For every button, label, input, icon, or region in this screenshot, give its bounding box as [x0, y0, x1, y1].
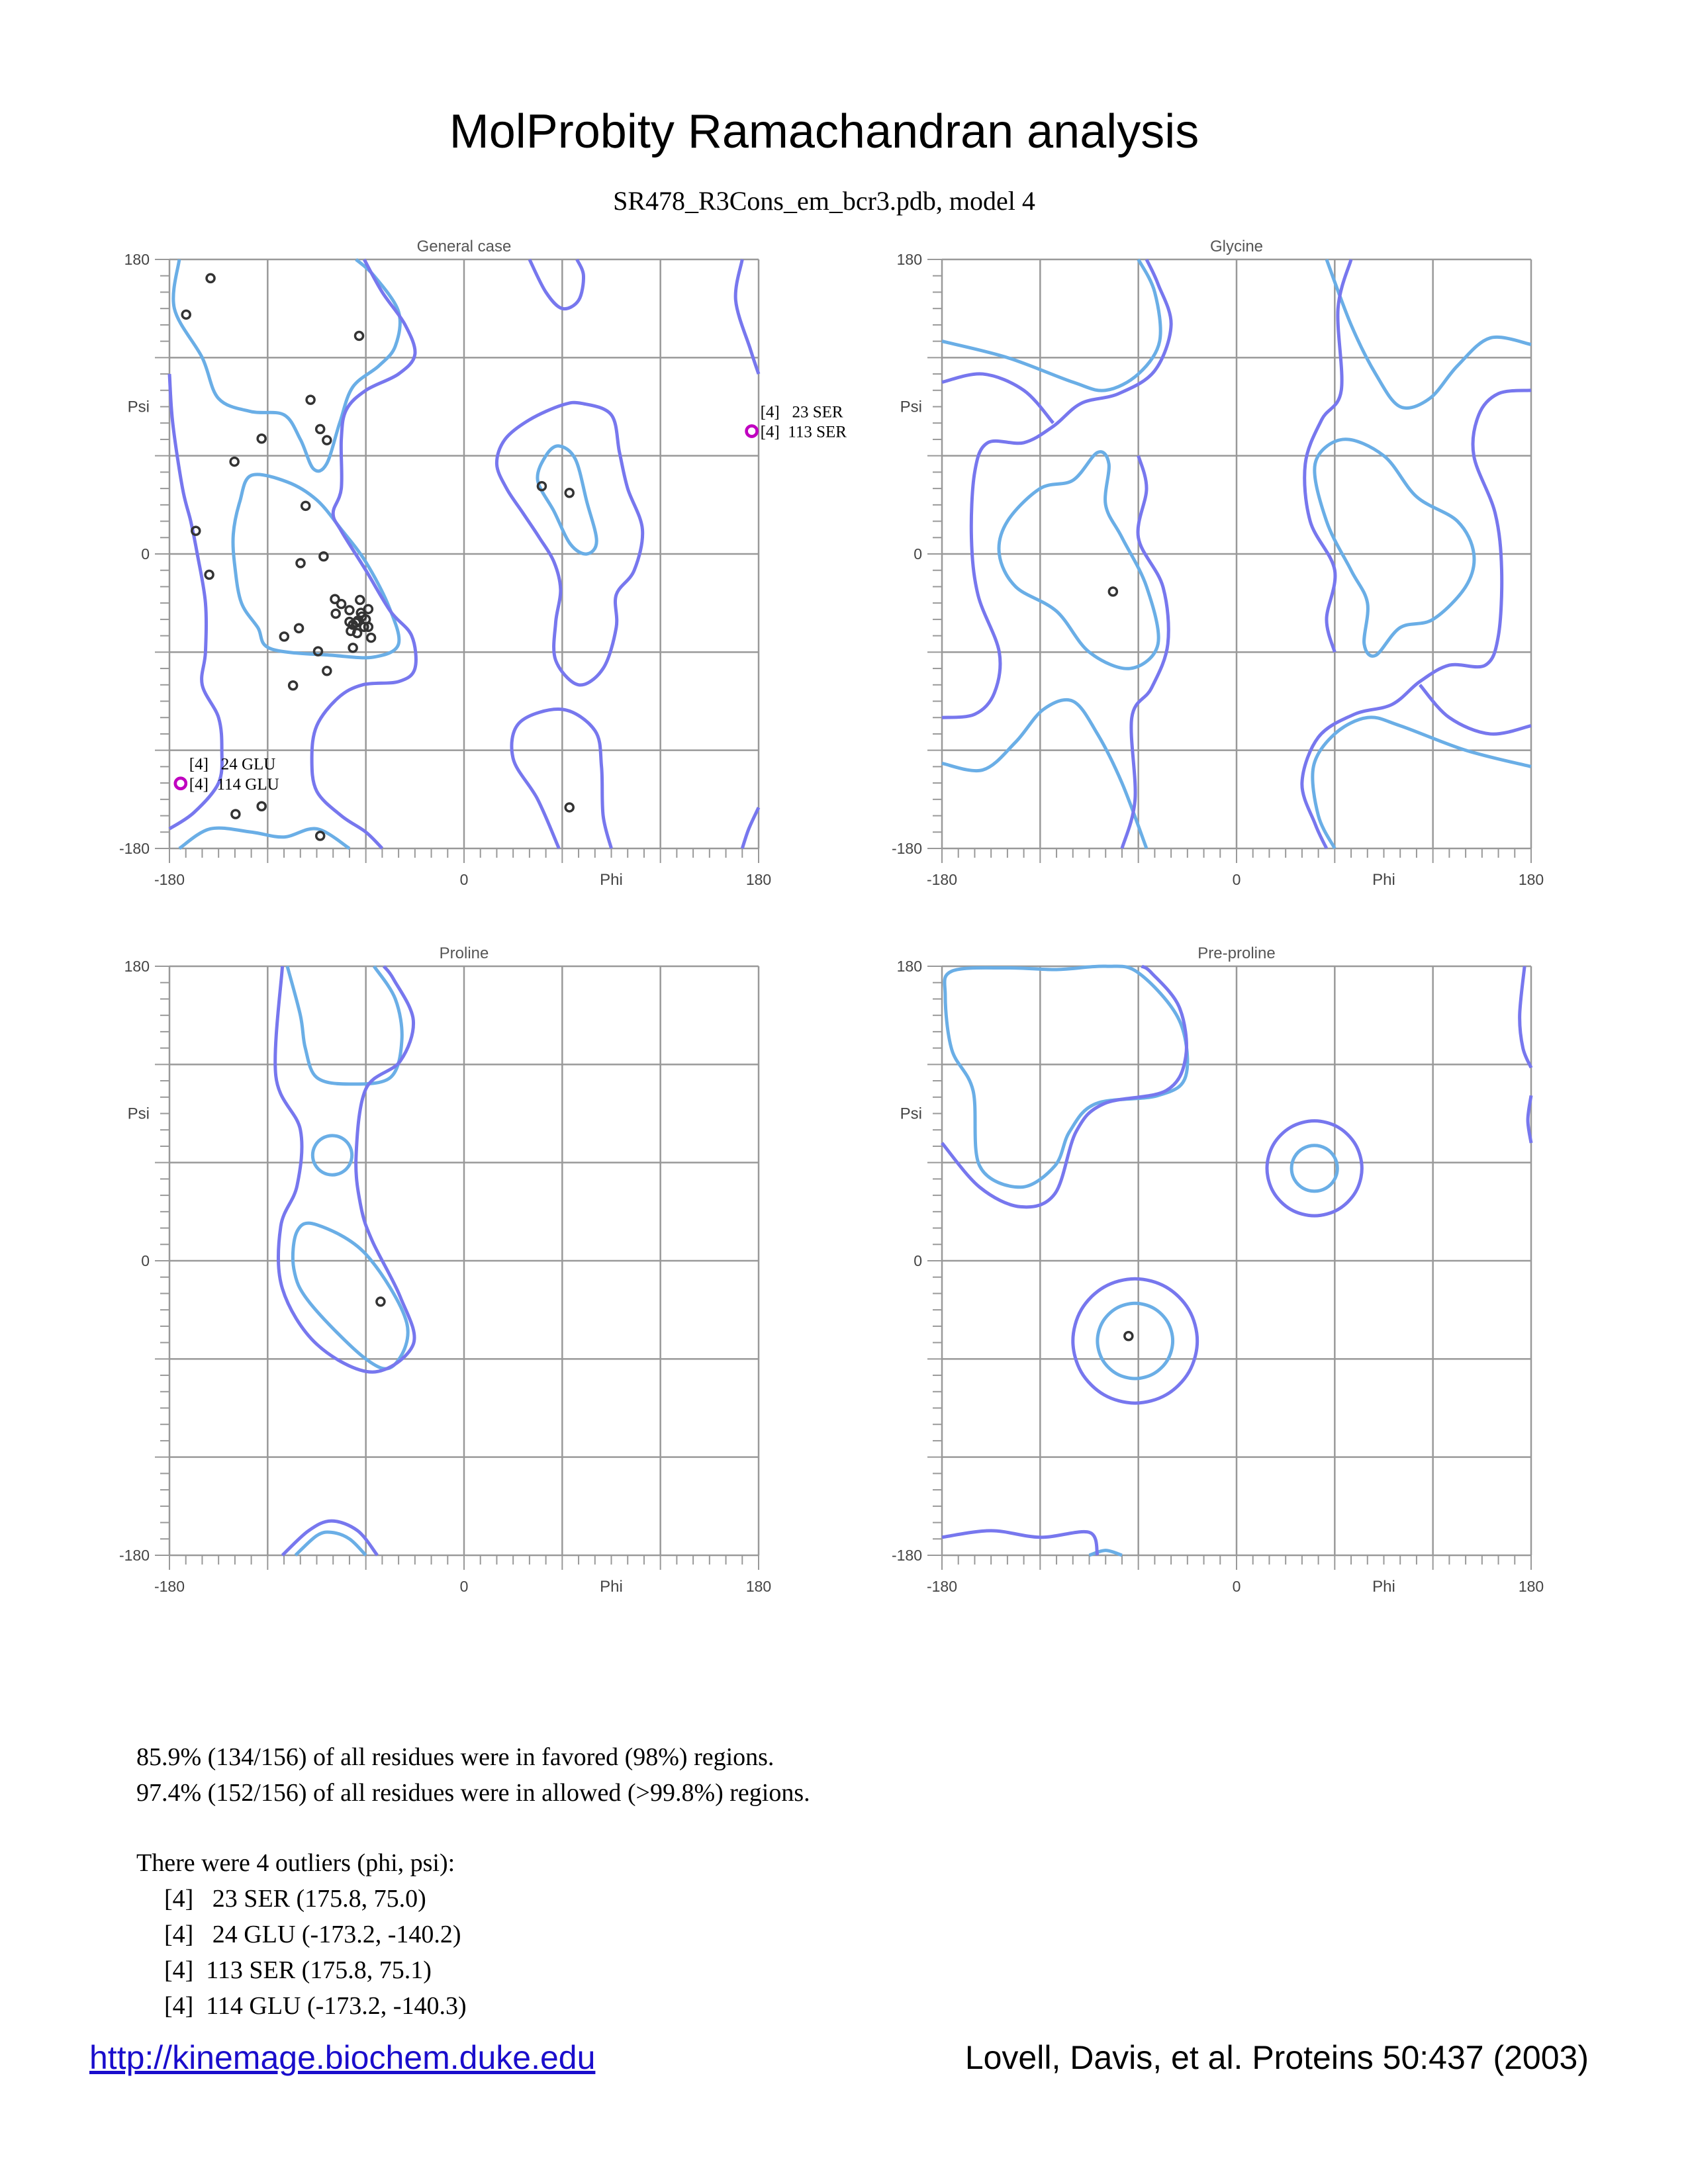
outlier-label: [4] 24 GLU	[189, 755, 276, 774]
residue-point	[1109, 588, 1117, 596]
allowed-contour	[1073, 1279, 1197, 1403]
favored-contour	[999, 452, 1158, 669]
residue-point	[182, 310, 190, 318]
y-tick-label: -180	[891, 1547, 922, 1564]
favored-contour	[1098, 1303, 1173, 1379]
y-tick-label: 0	[914, 1252, 922, 1269]
kinemage-link[interactable]: http://kinemage.biochem.duke.edu	[89, 2039, 596, 2076]
residue-point	[280, 633, 288, 641]
y-tick-label: 0	[141, 545, 150, 563]
y-axis-label: Psi	[900, 1105, 922, 1123]
y-tick-label: 0	[914, 545, 922, 563]
favored-contour	[233, 475, 399, 658]
residue-point	[295, 624, 303, 632]
outlier-label: [4] 23 SER	[760, 403, 843, 422]
residue-point	[232, 810, 240, 818]
x-tick-label: -180	[926, 871, 958, 888]
residue-point	[565, 489, 573, 497]
x-tick-label: 0	[459, 1578, 469, 1595]
allowed-contour	[1302, 390, 1531, 848]
y-tick-label: 180	[896, 251, 922, 268]
residue-point	[367, 634, 375, 642]
x-tick-label: -180	[926, 1578, 958, 1595]
outlier-label: [4] 114 GLU	[189, 775, 279, 794]
plot-glycine	[876, 225, 1544, 890]
residue-point	[323, 667, 331, 675]
outlier-line: [4] 114 GLU (-173.2, -140.3)	[164, 1992, 467, 2020]
ramachandran-plot	[103, 225, 847, 889]
residue-point	[323, 436, 331, 444]
residue-point	[207, 274, 214, 282]
outliers-header: There were 4 outliers (phi, psi):	[136, 1849, 455, 1877]
plot-title: Proline	[439, 944, 489, 962]
plot-title: General case	[416, 238, 512, 255]
residue-point	[289, 682, 297, 690]
favored-contour	[312, 1136, 352, 1175]
y-tick-label: 180	[124, 958, 150, 975]
favored-contour	[295, 1532, 365, 1555]
outlier-label: [4] 113 SER	[760, 423, 847, 441]
allowed-contour	[942, 374, 1053, 423]
residue-point	[355, 332, 363, 340]
x-tick-label: 180	[1518, 871, 1544, 888]
allowed-contour	[1420, 685, 1531, 734]
x-axis-label: Phi	[600, 1578, 623, 1596]
y-axis-label: Psi	[900, 398, 922, 416]
allowed-contour	[942, 259, 1171, 717]
residue-point	[297, 559, 305, 567]
favored-contour	[942, 700, 1147, 848]
ramachandran-plot	[103, 932, 772, 1596]
residue-point	[565, 803, 573, 811]
favored-contour	[1291, 1146, 1337, 1191]
plot-proline	[103, 932, 772, 1597]
allowed-contour	[742, 807, 759, 848]
x-tick-label: 0	[1232, 871, 1241, 888]
plot-pre-proline	[876, 932, 1544, 1597]
ramachandran-plot	[876, 225, 1544, 889]
y-tick-label: -180	[891, 840, 922, 857]
residue-point	[338, 600, 346, 608]
y-tick-label: -180	[118, 840, 150, 857]
ramachandran-plot	[876, 932, 1544, 1596]
x-tick-label: 180	[745, 871, 772, 888]
allowed-contour	[1267, 1121, 1362, 1216]
residue-point	[258, 802, 265, 810]
outlier-line: [4] 23 SER (175.8, 75.0)	[164, 1885, 426, 1913]
x-tick-label: -180	[154, 1578, 185, 1595]
favored-stat: 85.9% (134/156) of all residues were in favored (98%) regions.	[136, 1743, 774, 1771]
residue-point	[306, 396, 314, 404]
outlier-line: [4] 24 GLU (-173.2, -140.2)	[164, 1921, 461, 1948]
residue-point	[377, 1298, 385, 1306]
residue-point	[332, 610, 340, 617]
x-axis-label: Phi	[600, 871, 623, 889]
x-tick-label: 180	[1518, 1578, 1544, 1595]
allowed-contour	[942, 1531, 1098, 1555]
y-tick-label: -180	[118, 1547, 150, 1564]
page-title: MolProbity Ramachandran analysis	[449, 105, 1199, 158]
favored-contour	[287, 966, 402, 1084]
favored-contour	[1327, 259, 1531, 408]
favored-contour	[1315, 439, 1474, 657]
y-axis-label: Psi	[127, 1105, 150, 1123]
x-tick-label: -180	[154, 871, 185, 888]
residue-point	[1125, 1332, 1133, 1340]
residue-point	[302, 502, 310, 510]
favored-contour	[942, 259, 1160, 390]
page-subtitle: SR478_R3Cons_em_bcr3.pdb, model 4	[613, 186, 1035, 216]
residue-point	[205, 570, 213, 578]
allowed-contour	[530, 259, 584, 309]
y-tick-label: 180	[896, 958, 922, 975]
residue-point	[316, 832, 324, 840]
residue-point	[230, 458, 238, 466]
x-tick-label: 0	[459, 871, 469, 888]
residue-point	[356, 596, 364, 604]
y-axis-label: Psi	[127, 398, 150, 416]
x-axis-label: Phi	[1372, 1578, 1395, 1596]
favored-contour	[293, 1223, 408, 1369]
plot-title: Pre-proline	[1197, 944, 1276, 962]
plot-general-case	[103, 225, 847, 890]
citation: Lovell, Davis, et al. Proteins 50:437 (2003)	[964, 2039, 1589, 2076]
favored-contour	[538, 446, 596, 554]
allowed-stat: 97.4% (152/156) of all residues were in allowed (>99.8%) regions.	[136, 1779, 810, 1807]
favored-contour	[1313, 717, 1531, 848]
x-axis-label: Phi	[1372, 871, 1395, 889]
residue-point	[258, 435, 265, 443]
outlier-line: [4] 113 SER (175.8, 75.1)	[164, 1956, 432, 1984]
y-tick-label: 180	[124, 251, 150, 268]
favored-contour	[945, 966, 1188, 1187]
allowed-contour	[1520, 966, 1531, 1068]
statistics-summary	[136, 1739, 810, 2024]
y-tick-label: 0	[141, 1252, 150, 1269]
x-tick-label: 180	[745, 1578, 772, 1595]
residue-point	[349, 644, 357, 652]
x-tick-label: 0	[1232, 1578, 1241, 1595]
allowed-contour	[942, 966, 1186, 1207]
residue-point	[316, 425, 324, 433]
plot-title: Glycine	[1209, 238, 1264, 255]
residue-point	[346, 606, 353, 614]
